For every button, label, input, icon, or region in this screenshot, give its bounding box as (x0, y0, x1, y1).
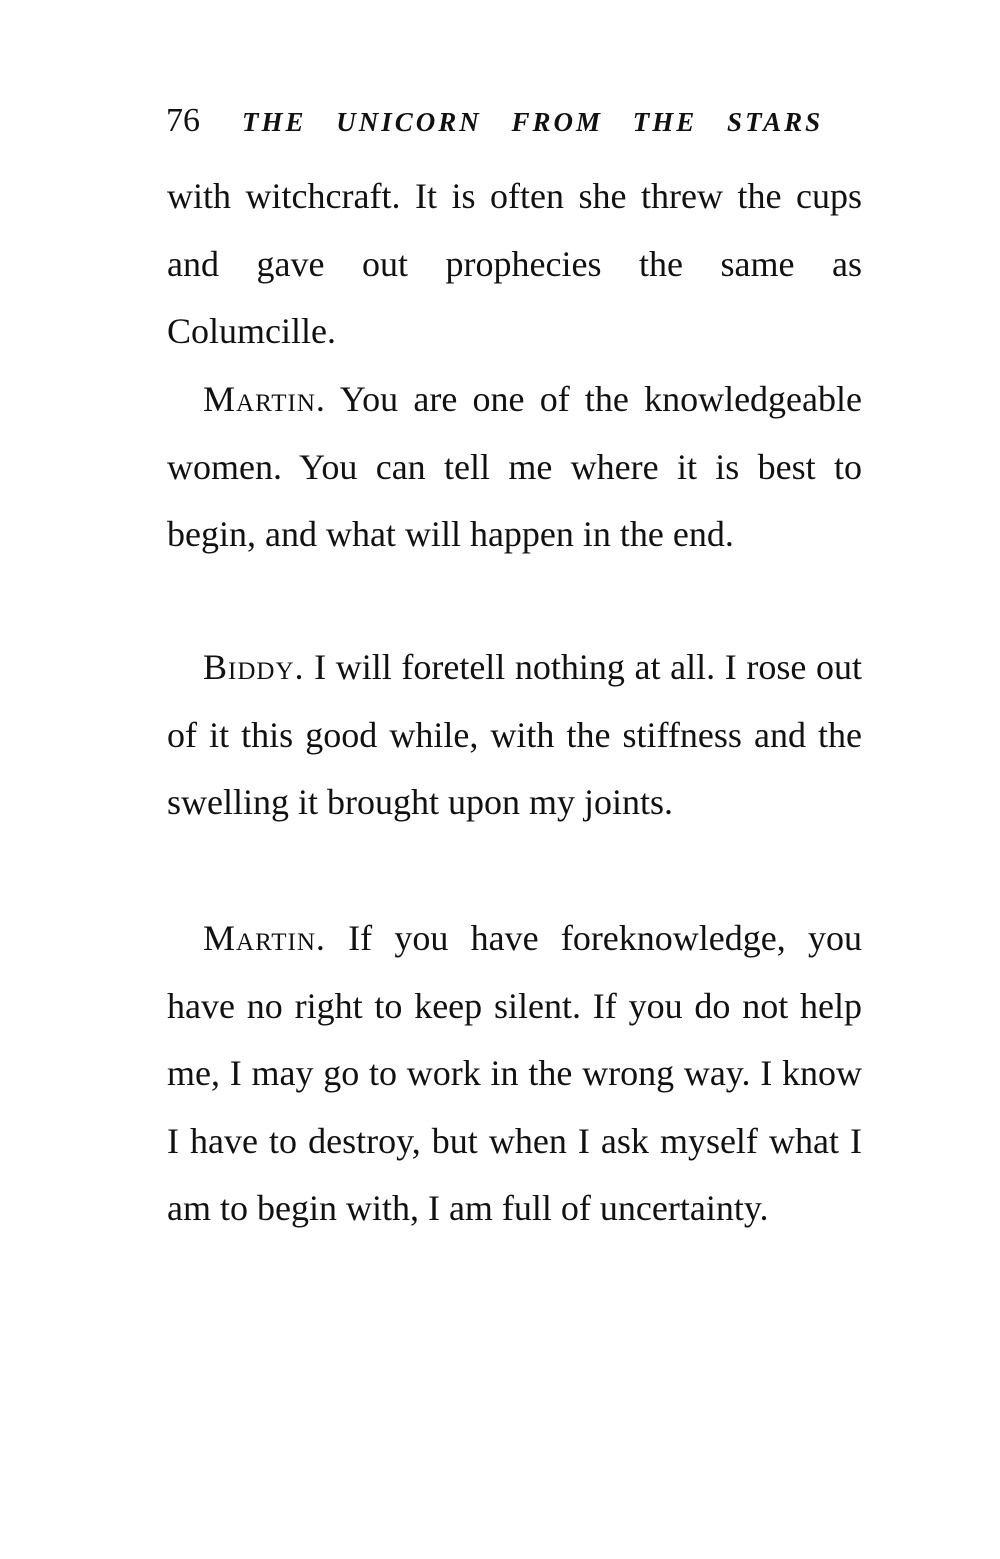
dialogue-text: If you have foreknowledge, you have no right to keep silent. If you do not help me, I may go to work in the wrong way. I know I have to destroy, but when I ask myself what I am to begin with, I am full of uncertainty. (167, 918, 862, 1228)
speaker-name: Martin. (203, 918, 326, 958)
running-title: THE UNICORN FROM THE STARS (242, 107, 824, 137)
dialogue-paragraph-martin (167, 366, 862, 569)
speaker-name: Martin. (203, 379, 326, 419)
page-number: 76 (166, 102, 200, 139)
running-header (166, 98, 866, 146)
dialogue-paragraph-martin (167, 905, 862, 1243)
dialogue-paragraph-biddy (167, 634, 862, 837)
dialogue-text: I will foretell nothing at all. I rose out of it this good while, with the stiffness and the swelling it brought upon my joints. (167, 647, 862, 822)
dialogue-text: You are one of the knowledgeable women. You can tell me where it is best to begin, and what will happen in the end. (167, 379, 862, 554)
paragraph-continuation (167, 163, 862, 366)
speaker-name: Biddy. (203, 647, 305, 687)
paragraph-text: with witchcraft. It is often she threw the cups and gave out prophecies the same as Columcille. (167, 176, 862, 351)
